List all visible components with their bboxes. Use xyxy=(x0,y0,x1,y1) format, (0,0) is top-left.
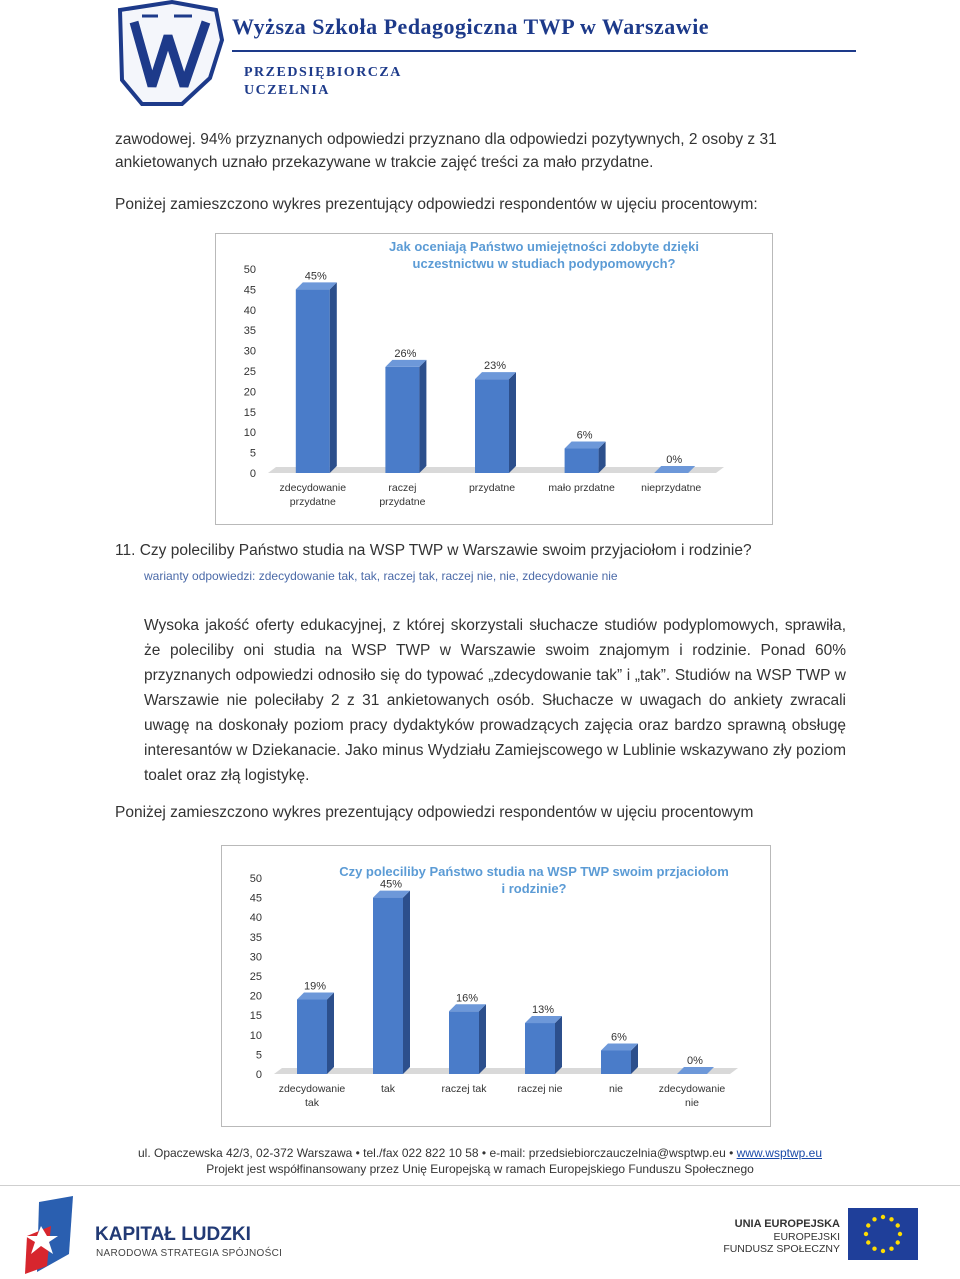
eu-star-icon xyxy=(898,1232,902,1236)
data-label: 0% xyxy=(666,454,683,466)
footer-address xyxy=(0,1146,960,1160)
footer-address-text: ul. Opaczewska 42/3, 02-372 Warszawa • tel./fax 022 822 10 58 • e-mail: przedsiebiorczauczelnia@wsptwp.eu • xyxy=(137,1146,737,1160)
y-tick-label: 30 xyxy=(243,345,256,358)
eu-star-icon xyxy=(881,1249,885,1253)
data-label: 6% xyxy=(611,1031,627,1044)
x-tick-label: zdecydowanie xyxy=(278,1083,346,1095)
eu-star-icon xyxy=(872,1247,876,1251)
bar xyxy=(296,289,330,473)
chart-title: Jak oceniają Państwo umiejętności zdobyte dzięki xyxy=(389,239,699,254)
y-tick-label: 40 xyxy=(249,912,262,925)
x-tick-label: przydatne xyxy=(289,496,336,508)
x-tick-label: zdecydowanie xyxy=(279,482,347,494)
bar-side xyxy=(330,282,337,473)
bar-top xyxy=(385,360,426,367)
y-tick-label: 30 xyxy=(249,951,262,964)
y-tick-label: 25 xyxy=(249,971,262,983)
kapital-ludzki-subtitle: NARODOWA STRATEGIA SPÓJNOŚCI xyxy=(96,1248,283,1259)
chart-recommendation-svg xyxy=(222,846,770,1126)
eu-star-icon xyxy=(881,1215,885,1219)
y-tick-label: 10 xyxy=(243,427,256,440)
eu-label-line-2: EUROPEJSKI xyxy=(773,1231,840,1243)
bar xyxy=(449,1011,479,1074)
y-tick-label: 35 xyxy=(249,931,262,944)
kapital-ludzki-title: KAPITAŁ LUDZKI xyxy=(95,1224,251,1245)
y-tick-label: 15 xyxy=(243,406,256,419)
x-tick-label: mało przdatne xyxy=(548,482,615,494)
bar xyxy=(525,1023,555,1074)
question-11: 11. Czy poleciliby Państwo studia na WSP TWP w Warszawie swoim przyjaciołom i rodzinie? xyxy=(115,542,752,559)
x-tick-label: nie xyxy=(608,1083,624,1095)
data-label: 23% xyxy=(483,360,507,373)
eu-star-icon xyxy=(896,1223,900,1227)
chart-title: Czy poleciliby Państwo studia na WSP TWP swoim przjaciołom xyxy=(339,864,729,879)
bar-top xyxy=(565,442,606,449)
y-tick-label: 20 xyxy=(249,990,262,1003)
chart-skills-rating xyxy=(215,233,773,525)
bar-top xyxy=(654,466,695,473)
eu-star-icon xyxy=(866,1223,870,1227)
x-tick-label: przydatne xyxy=(468,482,516,494)
y-tick-label: 0 xyxy=(255,1069,262,1081)
answer-variants: warianty odpowiedzi: zdecydowanie tak, tak, raczej tak, raczej nie, nie, zdecydowanie nie xyxy=(144,569,618,583)
y-tick-label: 15 xyxy=(249,1010,262,1023)
footer-divider xyxy=(0,1185,960,1186)
bar-side xyxy=(403,891,410,1074)
x-tick-label: nieprzydatne xyxy=(641,482,702,494)
data-label: 0% xyxy=(687,1055,703,1067)
bar xyxy=(601,1050,631,1074)
kapital-ludzki-logo-icon xyxy=(25,1196,77,1276)
chart-floor xyxy=(274,1068,738,1074)
page-header xyxy=(0,0,960,112)
bar-side xyxy=(555,1016,562,1074)
chart-title: i rodzinie? xyxy=(501,881,567,896)
subtitle-line-1: PRZEDSIĘBIORCZA xyxy=(244,65,402,80)
y-tick-label: 50 xyxy=(249,873,262,885)
y-tick-label: 20 xyxy=(243,386,256,399)
y-tick-label: 5 xyxy=(255,1049,262,1062)
paragraph-chart-intro-2: Poniżej zamieszczono wykres prezentujący odpowiedzi respondentów w ujęciu procentowym xyxy=(115,804,754,821)
header-divider xyxy=(232,50,856,52)
footer-website-link[interactable]: www.wsptwp.eu xyxy=(736,1146,822,1160)
bar-top xyxy=(296,282,337,289)
chart-skills-rating-svg xyxy=(216,234,772,524)
x-tick-label: tak xyxy=(304,1097,320,1109)
bar-side xyxy=(419,360,426,473)
bar xyxy=(475,379,509,473)
bar xyxy=(565,449,599,473)
bar-side xyxy=(479,1004,486,1074)
eu-star-icon xyxy=(866,1240,870,1244)
chart-recommendation xyxy=(221,845,771,1127)
bar-side xyxy=(509,372,516,473)
paragraph-chart-intro-1: Poniżej zamieszczono wykres prezentujący odpowiedzi respondentów w ujęciu procentowym: xyxy=(115,196,758,213)
y-tick-label: 45 xyxy=(249,892,262,905)
x-tick-label: zdecydowanie xyxy=(658,1083,726,1095)
data-label: 45% xyxy=(304,270,327,283)
data-label: 45% xyxy=(379,878,403,891)
data-label: 19% xyxy=(303,980,327,993)
eu-flag-icon xyxy=(848,1208,918,1260)
y-tick-label: 35 xyxy=(243,325,256,338)
eu-label-line-3: FUNDUSZ SPOŁECZNY xyxy=(723,1243,840,1255)
x-tick-label: przydatne xyxy=(379,496,426,508)
bar xyxy=(373,898,403,1074)
y-tick-label: 40 xyxy=(243,304,256,317)
x-tick-label: raczej tak xyxy=(441,1083,487,1095)
bar-side xyxy=(327,993,334,1074)
eu-star-icon xyxy=(896,1240,900,1244)
bar-top xyxy=(475,372,516,379)
y-tick-label: 5 xyxy=(249,447,256,460)
header-subtitle xyxy=(244,64,402,100)
paragraph-recommendation: Wysoka jakość oferty edukacyjnej, z której skorzystali słuchacze studiów podyplomowych, sprawiła, że poleciliby oni studia na WSP TWP w Warszawie swoim znajomym i rodzinie. Ponad 60% przyznanych odpowiedzi odnosiło się do typować „zdecydowanie tak” i „tak”. Studiów na WSP TWP w Warszawie nie poleciłaby 2 z 31 ankietowanych osób. Słuchacze w uwagach do ankiety zwracali uwagę na doskonały poziom pracy dydaktyków prowadzących zajęcia oraz bardzo sprawną obsługę interesantów w Dziekanacie. Jako minus Wydziału Zamiejscowego w Lublinie wskazywano zły poziom toalet oraz złą logistykę. xyxy=(144,617,846,784)
eu-star-icon xyxy=(889,1247,893,1251)
eu-star-icon xyxy=(864,1232,868,1236)
y-tick-label: 0 xyxy=(249,468,256,480)
data-label: 13% xyxy=(531,1004,555,1017)
data-label: 26% xyxy=(394,347,417,360)
data-label: 6% xyxy=(576,429,593,442)
x-tick-label: nie xyxy=(684,1097,700,1109)
bar xyxy=(297,1000,327,1074)
y-tick-label: 10 xyxy=(249,1029,262,1042)
paragraph-intro: zawodowej. 94% przyznanych odpowiedzi przyznano dla odpowiedzi pozytywnych, 2 osoby z 31 ankietowanych uznało przekazywane w trakcie zajęć treści za mało przydatne. xyxy=(115,131,777,171)
school-name: Wyższa Szkoła Pedagogiczna TWP w Warszawie xyxy=(232,14,710,39)
y-tick-label: 25 xyxy=(243,366,256,378)
x-tick-label: raczej xyxy=(388,482,417,494)
x-tick-label: tak xyxy=(380,1083,396,1095)
y-tick-label: 50 xyxy=(243,264,256,276)
x-tick-label: raczej nie xyxy=(517,1083,563,1095)
subtitle-line-2: UCZELNIA xyxy=(244,83,330,98)
y-tick-label: 45 xyxy=(243,284,256,297)
eu-star-icon xyxy=(889,1217,893,1221)
eu-label-line-1: UNIA EUROPEJSKA xyxy=(734,1218,840,1230)
eu-star-icon xyxy=(872,1217,876,1221)
university-logo xyxy=(112,0,227,110)
bar xyxy=(385,367,419,473)
footer-project-note: Projekt jest współfinansowany przez Unię Europejską w ramach Europejskiego Funduszu Społecznego xyxy=(206,1162,754,1176)
chart-title: uczestnictwu w studiach podypomowych? xyxy=(412,256,676,271)
data-label: 16% xyxy=(455,992,479,1005)
